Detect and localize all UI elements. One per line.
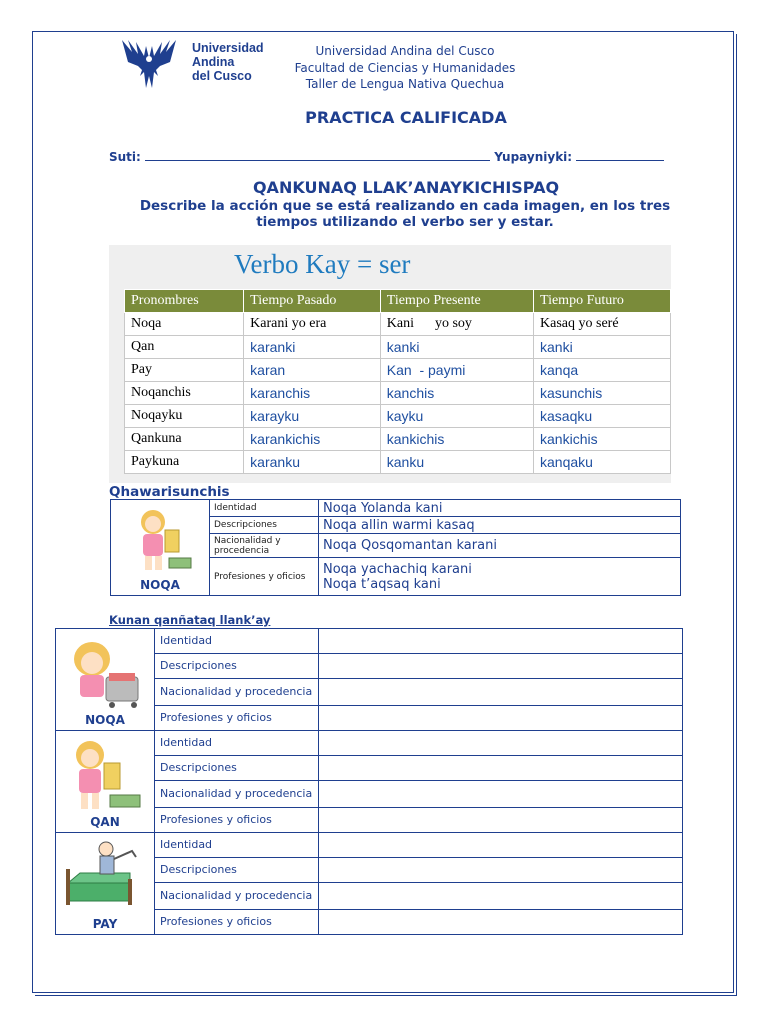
qan-person-label: QAN (90, 815, 120, 829)
pronoun-cell: Paykuna (125, 451, 244, 474)
girl-with-laundry-basket-icon (60, 637, 150, 709)
name-fields (109, 150, 664, 164)
institution-name: Universidad Andina del Cusco (315, 44, 495, 58)
qan-answer-descripciones[interactable] (319, 756, 683, 781)
verb-form-cell: kankichis (534, 428, 671, 451)
university-logo (118, 36, 278, 90)
noqa-person-label: NOQA (85, 713, 125, 727)
pronoun-cell: Qan (125, 336, 244, 359)
verb-table-row (125, 313, 671, 336)
verb-form-cell: karan (244, 359, 381, 382)
noqa-label-profesiones: Profesiones y oficios (155, 706, 319, 731)
verb-table-row (125, 451, 671, 474)
pronoun-cell: Qankuna (125, 428, 244, 451)
man-making-bed-icon (60, 839, 150, 913)
verb-form-cell: karankichis (244, 428, 381, 451)
verb-table-row (125, 336, 671, 359)
verb-form-cell: Kasaq yo seré (534, 313, 671, 336)
verb-header-cell: Tiempo Futuro (534, 290, 671, 313)
noqa-answer-profesiones[interactable] (319, 706, 683, 731)
suti-blank[interactable] (145, 150, 490, 161)
qan-label-identidad: Identidad (155, 731, 319, 756)
example-label-nacionalidad: Nacionalidad y procedencia (210, 534, 319, 558)
noqa-label-descripciones: Descripciones (155, 654, 319, 679)
example-label-profesiones: Profesiones y oficios (210, 558, 319, 596)
example-section-label: Qhawarisunchis (109, 484, 230, 500)
exercise-table (55, 628, 683, 935)
pronoun-cell: Pay (125, 359, 244, 382)
verb-table-row (125, 428, 671, 451)
verb-table-row (125, 359, 671, 382)
verb-form-cell: karayku (244, 405, 381, 428)
verb-table (124, 289, 671, 474)
logo-line-3: del Cusco (192, 69, 252, 83)
verb-table-row (125, 405, 671, 428)
example-value-identidad: Noqa Yolanda kani (319, 500, 681, 517)
example-value-profesiones: Noqa yachachiq karani Noqa t’aqsaq kani (319, 558, 681, 596)
pay-label-profesiones: Profesiones y oficios (155, 910, 319, 935)
example-value-nacionalidad: Noqa Qosqomantan karani (319, 534, 681, 558)
yupay-blank[interactable] (576, 150, 664, 161)
example-value-descripciones: Noqa allin warmi kasaq (319, 517, 681, 534)
example-picture-cell (111, 500, 210, 596)
logo-text (192, 41, 264, 83)
verb-form-cell: karanku (244, 451, 381, 474)
verb-header-cell: Tiempo Pasado (244, 290, 381, 313)
verb-header-cell: Tiempo Presente (380, 290, 533, 313)
verb-form-cell: karanchis (244, 382, 381, 405)
verb-form-cell: kanqaku (534, 451, 671, 474)
institution-header (290, 43, 520, 93)
verb-form-cell: kankichis (380, 428, 533, 451)
pay-picture-cell (56, 833, 155, 935)
qan-label-nacionalidad: Nacionalidad y procedencia (155, 781, 319, 808)
example-table (110, 499, 681, 596)
verb-form-cell: Kan - paymi (380, 359, 533, 382)
noqa-label-identidad: Identidad (155, 629, 319, 654)
verb-form-cell: kasunchis (534, 382, 671, 405)
verb-form-cell: karanki (244, 336, 381, 359)
pronoun-cell: Noqayku (125, 405, 244, 428)
yupay-label: Yupayniyki: (494, 150, 573, 164)
pay-person-label: PAY (92, 917, 118, 931)
pay-label-descripciones: Descripciones (155, 858, 319, 883)
logo-line-2: Andina (192, 55, 235, 69)
qan-picture-cell (56, 731, 155, 833)
page-title: PRACTICA CALIFICADA (305, 108, 507, 127)
noqa-answer-descripciones[interactable] (319, 654, 683, 679)
verb-table-header (125, 290, 671, 313)
noqa-picture-cell (56, 629, 155, 731)
qan-answer-identidad[interactable] (319, 731, 683, 756)
faculty-name: Facultad de Ciencias y Humanidades (294, 60, 516, 75)
logo-line-1: Universidad (192, 41, 264, 55)
verb-form-cell: kanqa (534, 359, 671, 382)
verb-table-panel (109, 245, 671, 483)
qan-label-descripciones: Descripciones (155, 756, 319, 781)
noqa-answer-nacionalidad[interactable] (319, 679, 683, 706)
condor-icon (118, 36, 182, 90)
pronoun-cell: Noqa (125, 313, 244, 336)
example-label-identidad: Identidad (210, 500, 319, 517)
pay-answer-profesiones[interactable] (319, 910, 683, 935)
girl-folding-clothes-icon (60, 737, 150, 811)
verb-form-cell: kasaqku (534, 405, 671, 428)
qan-label-profesiones: Profesiones y oficios (155, 808, 319, 833)
verb-form-cell: Karani yo era (244, 313, 381, 336)
girl-folding-clothes-icon (125, 506, 195, 574)
verb-form-cell: kanki (534, 336, 671, 359)
subtitle: QANKUNAQ LLAK’ANAYKICHISPAQ (252, 178, 560, 197)
verb-form-cell: kanku (380, 451, 533, 474)
verb-form-cell: kanchis (380, 382, 533, 405)
verb-form-cell: kayku (380, 405, 533, 428)
workshop-name: Taller de Lengua Nativa Quechua (305, 77, 505, 91)
noqa-answer-identidad[interactable] (319, 629, 683, 654)
qan-answer-profesiones[interactable] (319, 808, 683, 833)
pay-label-identidad: Identidad (155, 833, 319, 858)
verb-form-cell: kanki (380, 336, 533, 359)
example-person-label: NOQA (140, 578, 180, 592)
verb-table-title: Verbo Kay = ser (234, 249, 411, 279)
pronoun-cell: Noqanchis (125, 382, 244, 405)
suti-label: Suti: (109, 150, 141, 164)
pay-answer-identidad[interactable] (319, 833, 683, 858)
noqa-label-nacionalidad: Nacionalidad y procedencia (155, 679, 319, 706)
example-label-descripciones: Descripciones (210, 517, 319, 534)
verb-header-cell: Pronombres (125, 290, 244, 313)
verb-table-row (125, 382, 671, 405)
pay-answer-descripciones[interactable] (319, 858, 683, 883)
instructions: Describe la acción que se está realizando en cada imagen, en los tres tiempos utilizando el verbo ser y estar. (139, 198, 671, 230)
exercise-section-label: Kunan qanñataq llank’ay (109, 613, 271, 627)
pay-label-nacionalidad: Nacionalidad y procedencia (155, 883, 319, 910)
pay-answer-nacionalidad[interactable] (319, 883, 683, 910)
verb-form-cell: Kani yo soy (380, 313, 533, 336)
qan-answer-nacionalidad[interactable] (319, 781, 683, 808)
